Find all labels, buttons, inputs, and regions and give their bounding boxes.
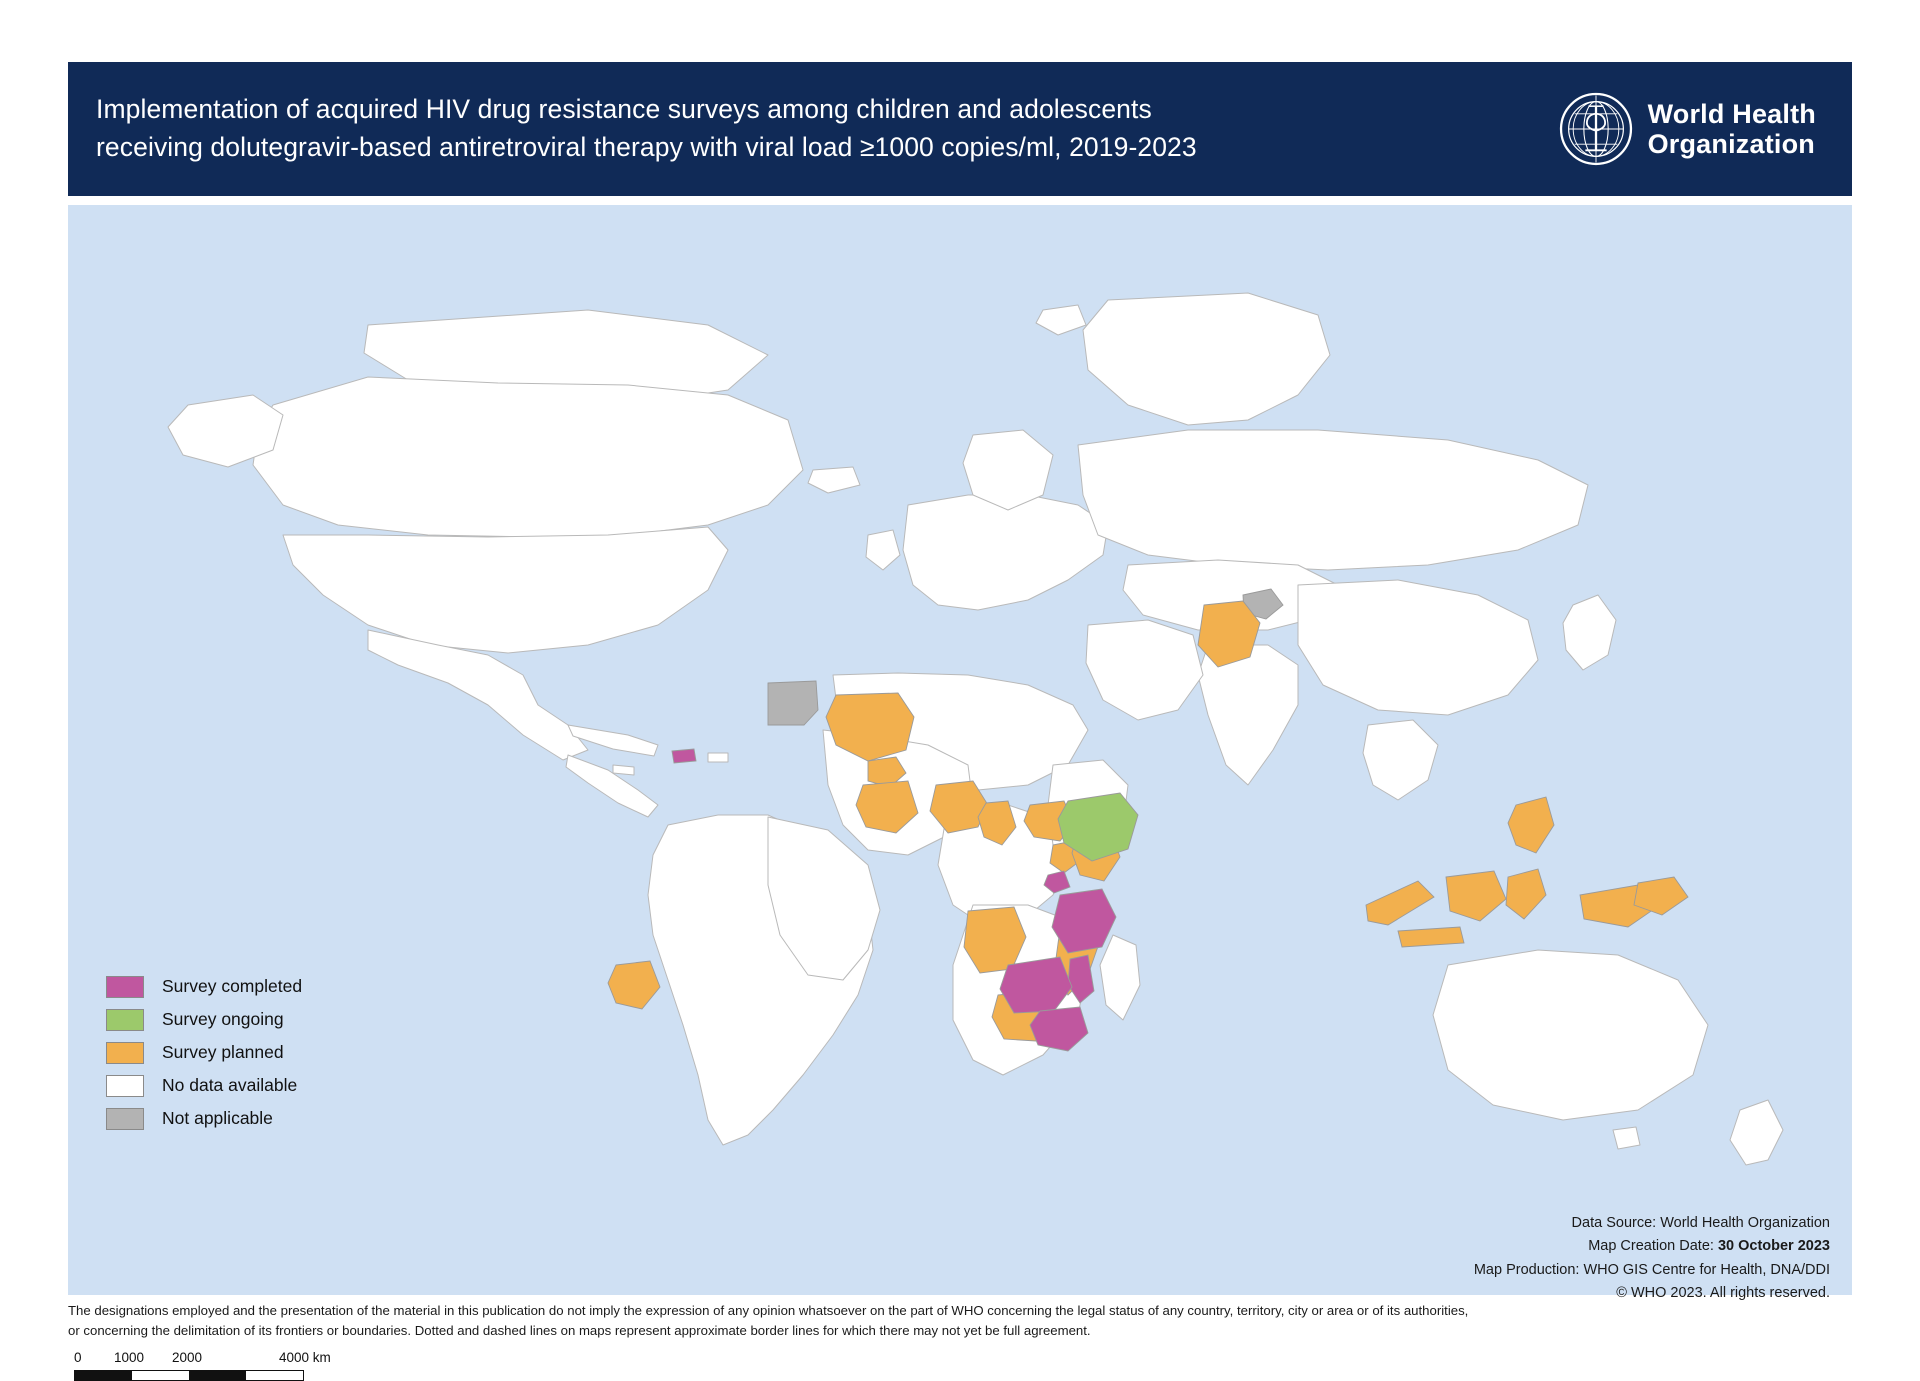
country-australia [1433,950,1708,1120]
page-title-line1: Implementation of acquired HIV drug resistance surveys among children and adolescents [96,94,1152,125]
country-greenland [1083,293,1330,425]
country-china [1298,580,1538,715]
scale-bar-graphic [74,1370,304,1381]
credit-creation-value: 30 October 2023 [1717,1238,1830,1255]
area-haiti [672,749,696,763]
credit-production: Map Production: WHO GIS Centre for Health, DNA/DDI [1473,1261,1830,1278]
who-logo-line2: Organization [1647,129,1815,159]
legend-label-completed: Survey completed [162,976,303,996]
legend-label-not-applicable: Not applicable [162,1108,273,1128]
scale-bar [74,1350,404,1381]
scale-segment-4 [246,1371,303,1380]
page-title-line2: receiving dolutegravir-based antiretroviral therapy with viral load ≥1000 copies/ml, 2019-2023 [96,132,1197,162]
country-usa [283,527,728,653]
region-europe [903,495,1108,610]
legend-swatch-planned [106,1042,144,1064]
credit-data-source: Data Source: World Health Organization [1571,1215,1830,1231]
legend-swatch-ongoing [106,1009,144,1031]
legend-label-no-data: No data available [162,1075,298,1095]
country-iceland [808,467,860,493]
area-western-sahara [768,681,818,725]
area-indonesia-sulawesi [1506,869,1546,919]
map-credits [1474,1212,1830,1306]
legend-item-completed [106,970,436,1003]
region-russia [1078,430,1588,570]
legend-item-no-data [106,1069,436,1102]
country-new-zealand [1730,1100,1783,1165]
who-logo-line1: World Health [1647,98,1816,129]
country-jamaica [613,765,634,775]
map-disclaimer: The designations employed and the presentation of the material in this publication do not imply the expression of any opinion whatsoever on the part of WHO concerning the legal status of any country, territory, city or area or of its authorities, or concerning the delimitation of its frontiers or boundaries. Dotted and dashed lines on maps represent approximate border lines for which there may not yet be full agreement. [68,1303,1469,1338]
legend-swatch-completed [106,976,144,998]
scale-tick-1000: 1000 [114,1350,145,1365]
legend-item-not-applicable [106,1102,436,1135]
country-canada [253,377,803,537]
scale-segment-3 [189,1371,246,1380]
area-indonesia-java [1398,927,1464,947]
credit-creation-label: Map Creation Date: [1588,1238,1718,1255]
area-indonesia-borneo [1446,871,1506,921]
area-indonesia-sumatra [1366,881,1434,925]
area-philippines [1508,797,1554,853]
legend-swatch-no-data [106,1075,144,1097]
legend-item-planned [106,1036,436,1069]
credit-copyright: © WHO 2023. All rights reserved. [1616,1285,1830,1302]
page-title [96,91,1197,166]
country-japan [1563,595,1616,670]
who-logo [1558,91,1824,167]
country-madagascar [1100,935,1140,1020]
map-header [68,62,1852,196]
country-tasmania [1613,1127,1640,1149]
country-uk [866,530,900,570]
who-logo-text [1648,99,1816,159]
who-emblem-icon [1558,91,1634,167]
legend-swatch-not-applicable [106,1108,144,1130]
country-central-america [566,755,658,817]
scale-tick-0: 0 [74,1350,82,1365]
country-puerto-rico [708,753,728,762]
region-southeast-asia [1363,720,1438,800]
legend-label-planned: Survey planned [162,1042,284,1062]
scale-bar-ticks [74,1350,404,1368]
map-legend [106,970,436,1135]
region-middle-east [1086,620,1203,720]
area-paraguay [608,961,660,1009]
area-zimbabwe [1030,1007,1088,1051]
legend-item-ongoing [106,1003,436,1036]
country-india [1198,645,1298,785]
scale-tick-4000: 4000 km [279,1350,331,1365]
scale-segment-2 [132,1371,189,1380]
credit-creation-date [1474,1235,1830,1258]
scale-segment-1 [75,1371,132,1380]
scale-tick-2000: 2000 [172,1350,203,1365]
legend-label-ongoing: Survey ongoing [162,1009,284,1029]
svalbard [1036,305,1086,335]
area-tanzania [1052,889,1116,953]
